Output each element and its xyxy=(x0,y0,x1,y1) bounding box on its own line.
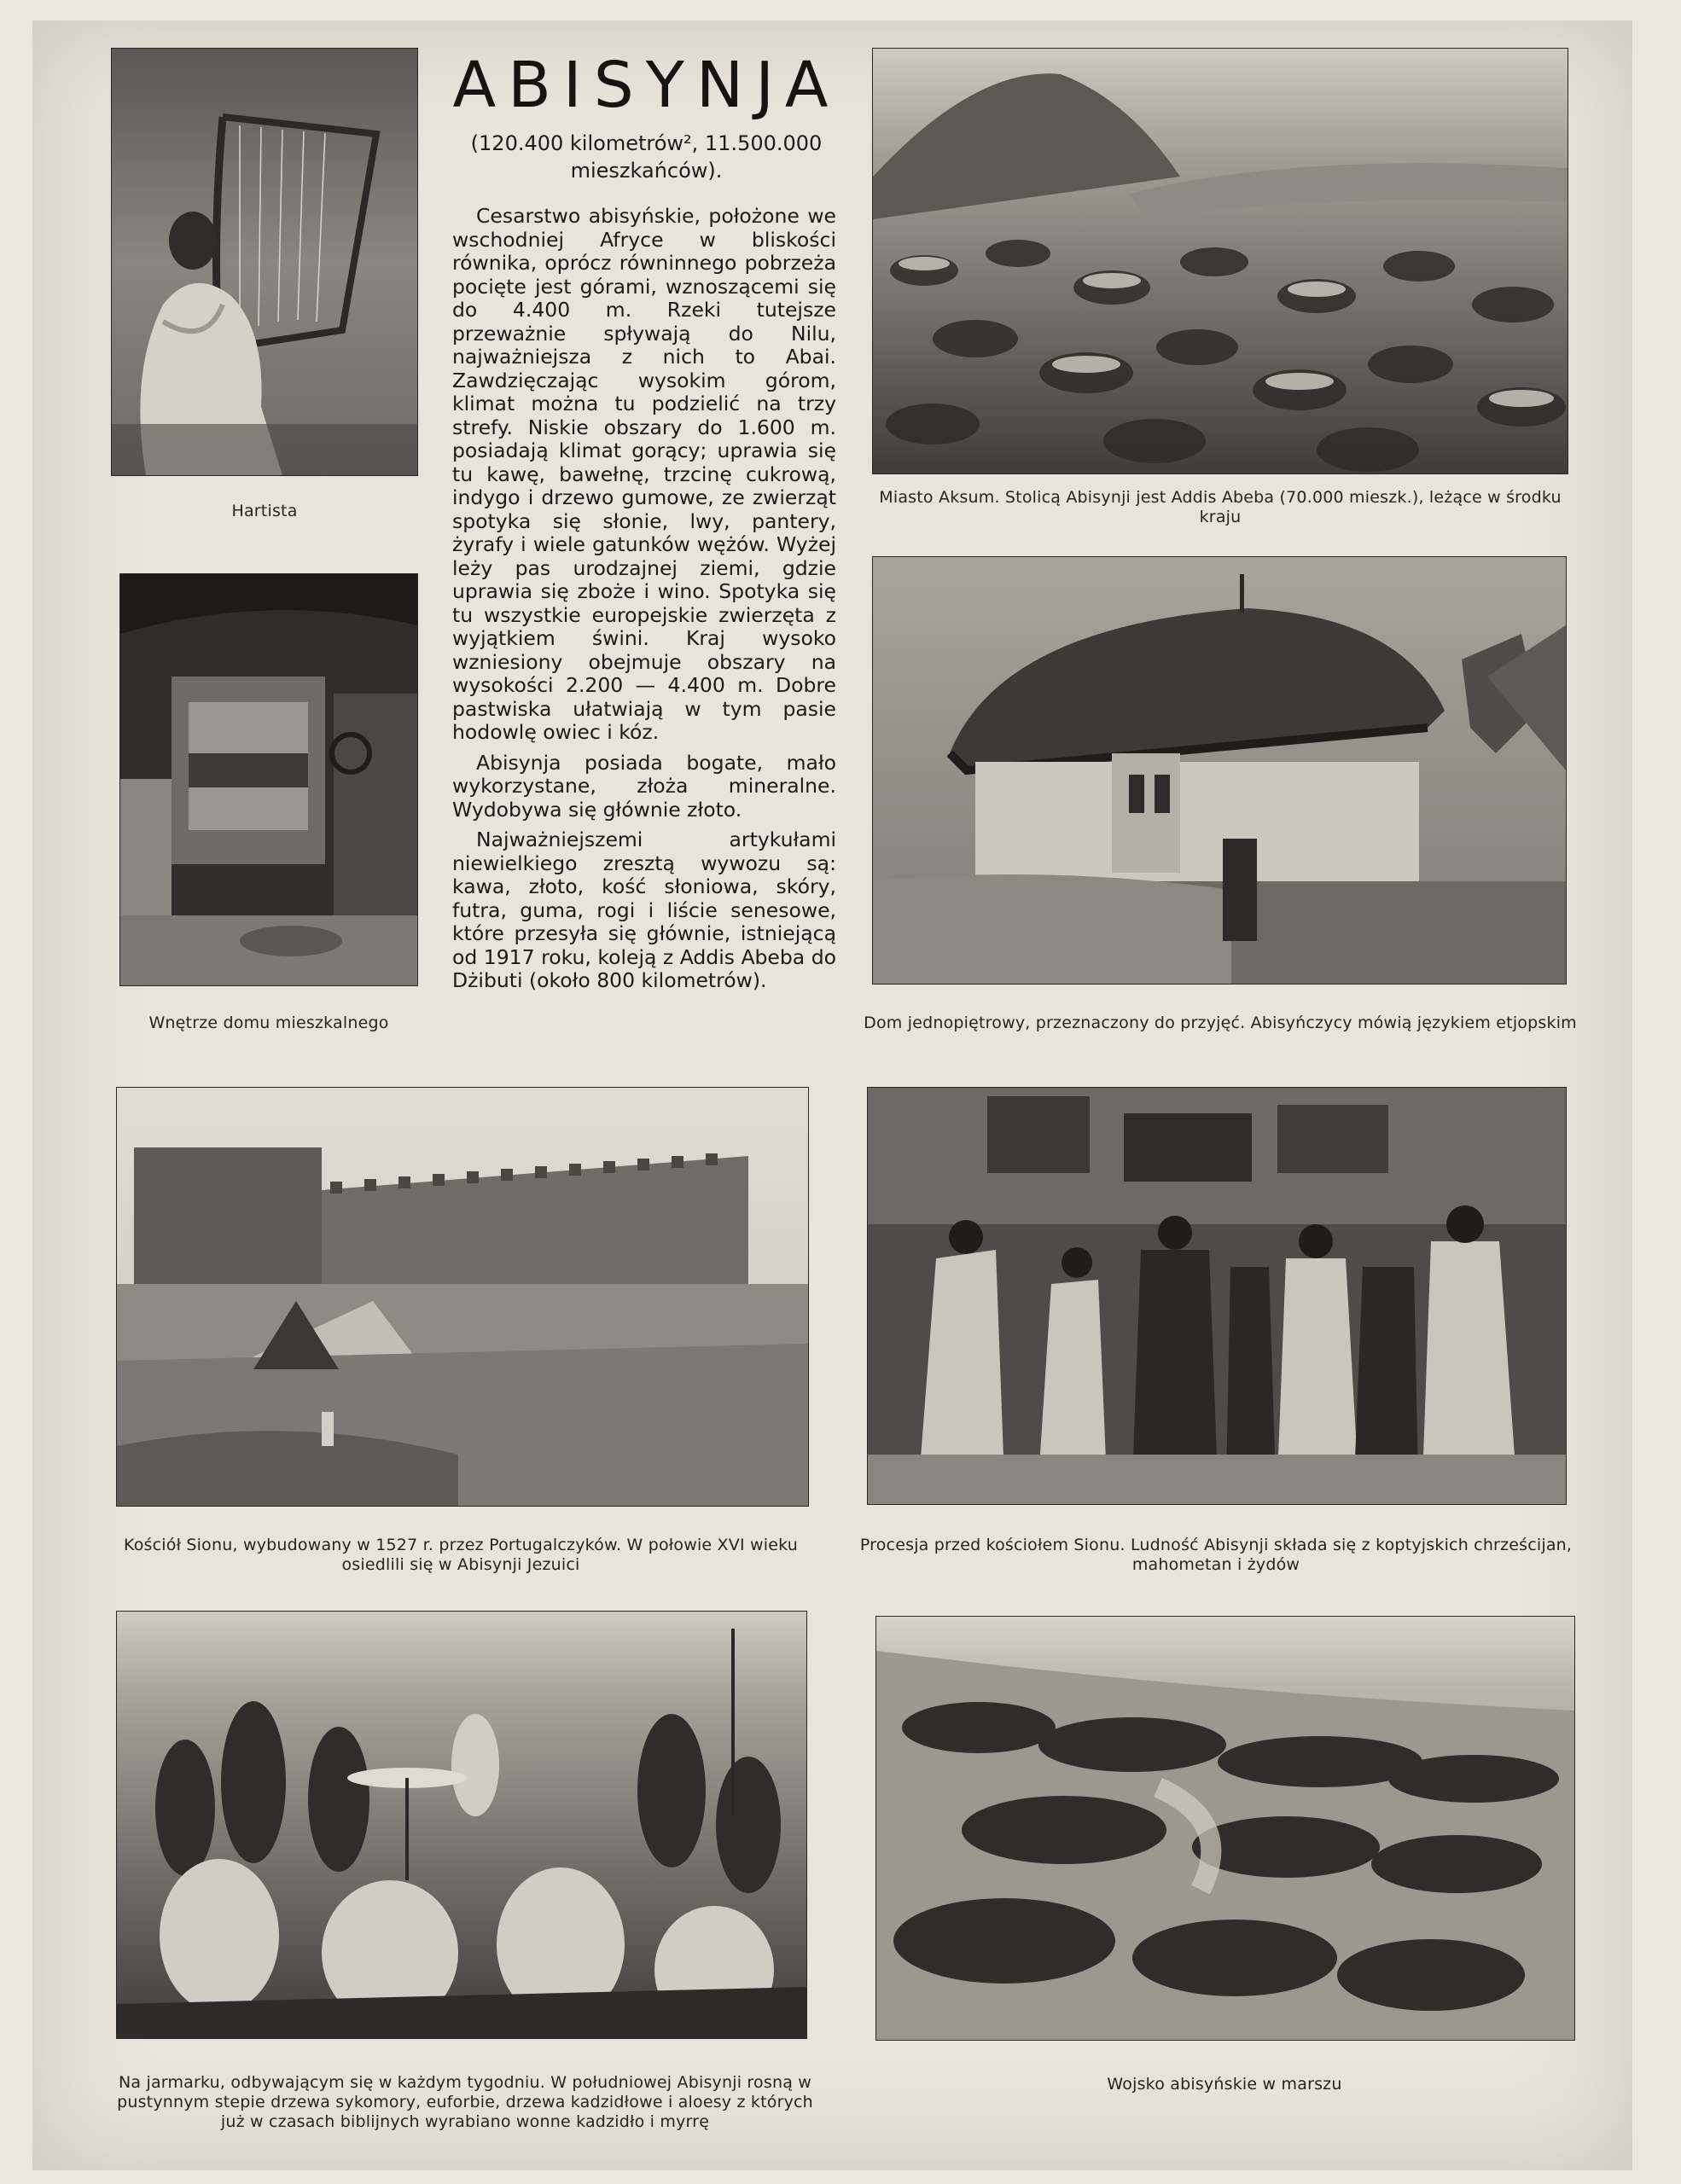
caption-house: Dom jednopiętrowy, przeznaczony do przyjęć. Abisyńczycy mówią językiem etjopskim xyxy=(864,1014,1577,1032)
photo-army xyxy=(875,1616,1575,2041)
photo-church xyxy=(116,1087,809,1507)
photo-market xyxy=(116,1611,807,2039)
caption-market: Na jarmarku, odbywającym się w każdym tygodniu. W południowej Abisynji rosną w pustynnym stepie drzewa sykomory, euforbie, drzewa kadzidłowe i aloesy z których już w czasach biblijnych wyrabiano wonne kadzidło i myrrę xyxy=(117,2073,813,2131)
article-title: ABISYNJA xyxy=(452,49,840,122)
photo-aksum xyxy=(872,48,1568,474)
photo-interior xyxy=(119,573,418,986)
caption-harpist: Hartista xyxy=(231,502,298,520)
article-subtitle: (120.400 kilometrów², 11.500.000 mieszkańców). xyxy=(470,131,823,183)
caption-army: Wojsko abisyńskie w marszu xyxy=(1107,2075,1342,2094)
article-paragraph: Cesarstwo abisyńskie, położone we wschodniej Afryce w bliskości równika, oprócz równinnego pobrzeża pocięte jest górami, wznoszącemi się do 4.400 m. Rzeki tutejsze przeważnie spływają do Nilu, najważniejsza z nich to Abai. Zawdzięczając wysokim górom, klimat można tu podzielić na trzy strefy. Niskie obszary do 1.600 m. posiadają klimat gorący; uprawia się tu kawę, bawełnę, trzcinę cukrową, indygo i drzewo gumowe, ze zwierząt spotyka się słonie, lwy, pantery, żyrafy i wiele gatunków wężów. Wyżej leży pas urodzajnej ziemi, gdzie uprawia się zboże i wino. Spotyka się tu wszystkie europejskie zwierzęta z wyjątkiem świni. Kraj wysoko wzniesiony obejmuje obszary na wysokości 2.200 — 4.400 m. Dobre pastwiska ułatwiają w tym pasie hodowlę owiec i kóz. xyxy=(452,204,836,744)
photo-harpist xyxy=(111,48,418,476)
caption-aksum: Miasto Aksum. Stolicą Abisynji jest Addis Abeba (70.000 mieszk.), leżące w środku kraju xyxy=(879,488,1562,526)
article-paragraph: Najważniejszemi artykułami niewielkiego zresztą wywozu są: kawa, złoto, kość słoniowa, skóry, futra, guma, rogi i liście senesowe, które przesyła się głównie, istniejącą od 1917 roku, koleją z Addis Abeba do Dżibuti (około 800 kilometrów). xyxy=(452,828,836,992)
caption-church: Kościół Sionu, wybudowany w 1527 r. przez Portugalczyków. W połowie XVI wieku osiedlili się w Abisynji Jezuici xyxy=(124,1536,798,1574)
photo-procession xyxy=(867,1087,1567,1505)
article-body xyxy=(452,205,836,1000)
photo-house xyxy=(872,556,1567,985)
caption-procession: Procesja przed kościołem Sionu. Ludność Abisynji składa się z koptyjskich chrześcijan, mahometan i żydów xyxy=(859,1536,1573,1574)
caption-interior: Wnętrze domu mieszkalnego xyxy=(148,1014,389,1032)
article-paragraph: Abisynja posiada bogate, mało wykorzystane, złoża mineralne. Wydobywa się głównie złoto. xyxy=(452,750,836,822)
